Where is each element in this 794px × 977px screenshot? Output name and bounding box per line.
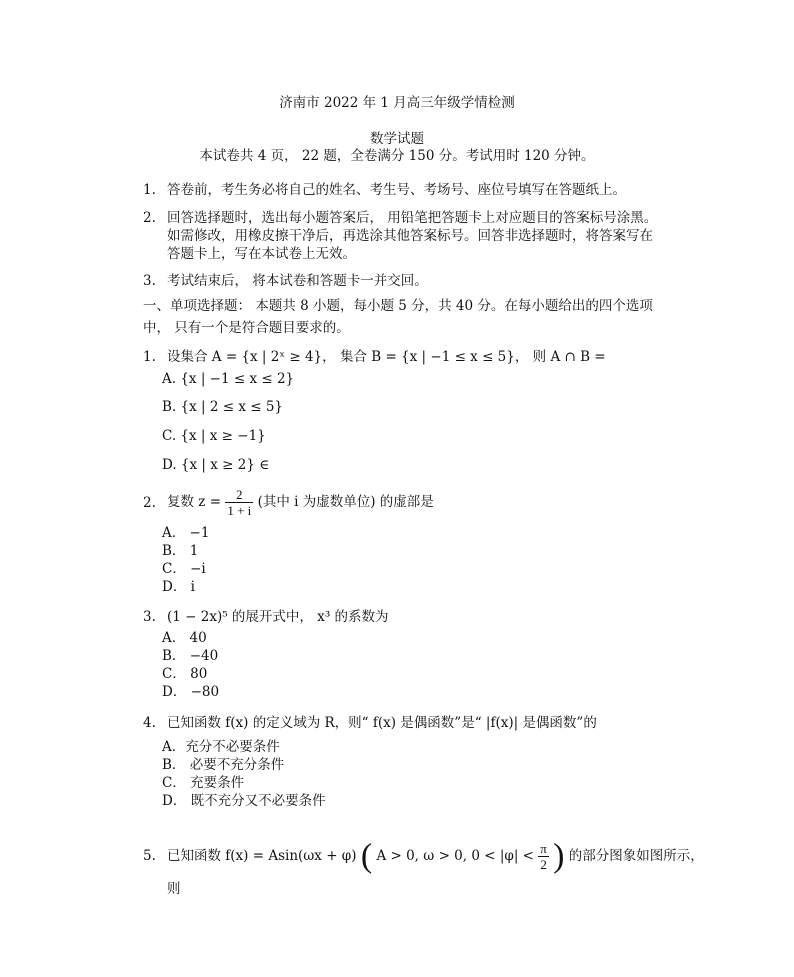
fraction-numerator: π — [540, 841, 547, 856]
exam-info: 本试卷共 4 页， 22 题，全卷满分 150 分。考试用时 120 分钟。 — [199, 148, 595, 164]
option-c: C. {x | x ≥ −1} — [162, 428, 266, 444]
fraction — [225, 487, 253, 518]
option-d: D. {x | x ≥ 2} ∈ — [162, 457, 270, 473]
instruction-text: 答题卡上，写在本试卷上无效。 — [167, 246, 356, 262]
fraction-denominator: 2 — [540, 857, 547, 872]
question-stem: 设集合 A = {x | 2ˣ ≥ 4}， 集合 B = {x | −1 ≤ x ≤ 5}， 则 A ∩ B = — [167, 349, 606, 365]
right-paren: ) — [553, 837, 565, 875]
fraction-denominator: 1 + i — [227, 503, 252, 518]
question-stem: 已知函数 f(x) 的定义域为 R，则“ f(x) 是偶函数”是“ |f(x)| 是偶函数”的 — [167, 715, 597, 731]
option-d: D． −80 — [162, 684, 220, 700]
instruction-text: 答卷前，考生务必将自己的姓名、考生号、考场号、座位号填写在答题纸上。 — [167, 182, 626, 198]
option-c: C． 充要条件 — [162, 775, 245, 791]
option-a: A． −1 — [162, 525, 210, 541]
option-d: D． i — [162, 579, 195, 595]
question-number: 2. — [143, 495, 156, 511]
stem-prefix: 复数 z = — [167, 494, 222, 510]
option-b: B． 1 — [162, 543, 199, 559]
stem-suffix: 的部分图象如图所示， — [568, 848, 704, 864]
condition: A > 0, ω > 0, 0 < |φ| < — [376, 848, 534, 864]
question-number: 5. — [143, 848, 156, 864]
option-a: A． 40 — [162, 630, 207, 646]
section-heading: 一、单项选择题： 本题共 8 小题，每小题 5 分，共 40 分。在每小题给出的四个选项 — [143, 298, 653, 314]
option-c: C． −i — [162, 561, 206, 577]
question-number: 1. — [143, 349, 156, 365]
exam-title: 济南市 2022 年 1 月高三年级学情检测 — [279, 95, 515, 111]
stem-prefix: 已知函数 f(x) = Asin(ωx + φ) — [167, 848, 357, 864]
instruction-number: 2. — [143, 210, 156, 226]
option-b: B． −40 — [162, 648, 219, 664]
left-paren: ( — [360, 837, 373, 875]
option-a: A. {x | −1 ≤ x ≤ 2} — [162, 371, 295, 387]
option-d: D． 既不充分又不必要条件 — [162, 793, 326, 809]
section-heading-cont: 中， 只有一个是符合题目要求的。 — [143, 320, 350, 336]
instruction-text: 回答选择题时，选出每小题答案后， 用铅笔把答题卡上对应题目的答案标号涂黑。 — [167, 210, 658, 226]
fraction-numerator: 2 — [225, 487, 253, 503]
stem-suffix: (其中 i 为虚数单位) 的虚部是 — [257, 494, 434, 510]
instruction-number: 3. — [143, 273, 156, 289]
option-b: B. {x | 2 ≤ x ≤ 5} — [162, 399, 284, 415]
option-c: C． 80 — [162, 666, 208, 682]
question-number: 3. — [143, 609, 156, 625]
instruction-number: 1. — [143, 182, 156, 198]
question-stem: (1 − 2x)⁵ 的展开式中， x³ 的系数为 — [167, 609, 389, 625]
option-b: B． 必要不充分条件 — [162, 757, 285, 773]
question-stem — [167, 836, 704, 876]
instruction-text: 如需修改，用橡皮擦干净后，再选涂其他答案标号。回答非选择题时，将答案写在 — [167, 228, 653, 244]
fraction — [538, 841, 549, 872]
question-number: 4. — [143, 715, 156, 731]
question-stem-cont: 则 — [167, 881, 181, 897]
subject-title: 数学试题 — [370, 131, 424, 147]
instruction-text: 考试结束后， 将本试卷和答题卡一并交回。 — [167, 273, 428, 289]
question-stem — [167, 482, 434, 522]
option-a: A．充分不必要条件 — [162, 739, 280, 755]
